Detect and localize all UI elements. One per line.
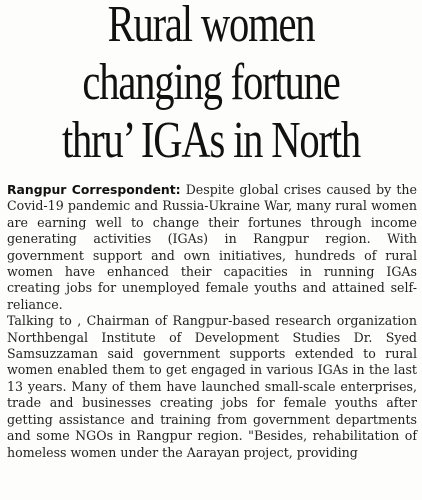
headline-line-3: thru’ IGAs in North (61, 112, 361, 169)
article-body (7, 182, 417, 461)
article-paragraph-2: Talking to , Chairman of Rangpur-based research organization Northbengal Institute of Development Studies Dr. Syed Samsuzzaman said government supports extended to rural women enabled them to get engaged in various IGAs in the last 13 years. Many of them have launched small-scale enterprises, trade and businesses creating jobs for female youths after getting assistance and training from government departments and some NGOs in Rangpur region. "Besides, rehabilitation of homeless women under the Aarayan project, providing (7, 313, 417, 460)
article-headline (0, 0, 422, 170)
article-byline: Rangpur Correspondent: (7, 182, 181, 197)
paragraph-1-text: Despite global crises caused by the Covid-19 pandemic and Russia-Ukraine War, many rural women are earning well to change their fortunes through income generating activities (IGAs) in Rangpur region. With government support and own initiatives, hundreds of rural women have enhanced their capacities in running IGAs creating jobs for unemployed female youths and attained self-reliance. (7, 182, 417, 312)
article-paragraph-1 (7, 182, 417, 313)
headline-line-1: Rural women (107, 0, 315, 53)
bottom-crop-fade (0, 490, 422, 500)
headline-line-2: changing fortune (82, 54, 340, 111)
